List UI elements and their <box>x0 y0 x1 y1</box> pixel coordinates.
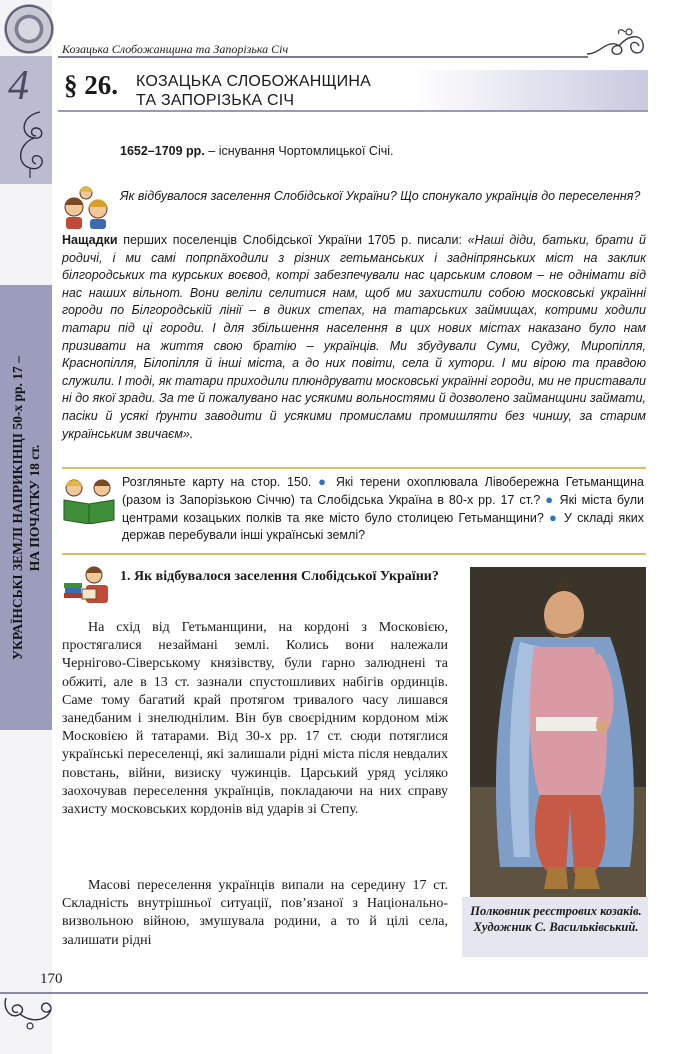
quote-paragraph <box>62 232 646 443</box>
side-ornament-icon <box>10 108 50 180</box>
portrait-image <box>470 567 646 897</box>
header-divider <box>58 56 588 58</box>
quote-text: «Наші діди, батьки, брати й родичі, і ми самі попрnäходили з різних гетьманських і задніпрянських міст на заклик білгородських та курських воєвод, котрі забезпечували нас царським словом – не однімати від нас наших вільнот. Вони веліли селитися нам, щоб ми захистили собою московські українні городи по Білгородській лінії – в диких степах, на татарських займищах, котрими ходили татари під ці городи. І для збільшення населення в цих нових містах наказано було нам призивати на життя свою братію – українців. Ми збудували Суми, Суджу, Миропілля, Краснопілля, Білопілля й інші міста, а до них повіти, села й хутори. І ми вірою та правдою служили. І тоді, як татари приходили плюндрувати московські українні городи, ми не приставали ні до якої зради. За те й пожалувано нас усякими вольностями й дозволено займанщини займати, пасіки й усякі ґрунти заводити й усякими промислами промишляти без чиншу, за старим українським звичаєм». <box>62 233 647 441</box>
quote-lead: Нащадки <box>62 233 118 247</box>
task-top-rule <box>62 467 646 469</box>
chapter-number: 4 <box>8 63 29 109</box>
vertical-title-line1: УКРАЇНСЬКІ ЗЕМЛІ НАПРИКІНЦІ 50-х рр. 17 – <box>10 355 25 660</box>
thinking-kids-icon <box>58 183 116 231</box>
vertical-title-line2: НА ПОЧАТКУ 18 ст. <box>27 444 42 571</box>
vertical-chapter-title <box>0 285 52 730</box>
section-dates <box>120 144 394 158</box>
subheading: 1. Як відбувалося заселення Слобідської України? <box>120 569 439 584</box>
reading-kids-icon <box>60 474 118 524</box>
task-question-2: Які міста були центрами козацьких полків та яке місто було столицею Гетьманщини? <box>122 493 644 525</box>
body-paragraph: На схід від Гетьманщини, на кордоні з Московією, простягалися незаймані землі. Колись вони належали Чернігово-Сіверському князівству, були гарно залюднені та обжиті, але в 13 ст. зазнали спустошливих набігів ординців. Саме тому багатий край протягом тривалого часу лишався занедбаним і знелюднілим. Він був своєрідним кордоном між Московією й татарами. Від 30-х рр. 17 ст. сюди потяглися українські переселенці, які залишали рідні міста після невдалих повстань, війни, визиску чужинців. Царський уряд усіляко заохочував переселення українців, покладаючи на них справу захисту московських кордонів від ударів зі Степу. <box>62 620 448 818</box>
bullet-icon: ● <box>549 510 559 525</box>
bullet-icon: ● <box>545 492 555 507</box>
dates-description: – існування Чортомлицької Січі. <box>204 144 394 158</box>
seal-logo-icon <box>4 4 54 54</box>
task-text <box>122 473 644 544</box>
section-number: § 26. <box>64 70 118 100</box>
bullet-icon: ● <box>318 474 330 489</box>
dates-range: 1652–1709 рр. <box>120 144 205 158</box>
task-question-1: Які терени охоплювала Лівобережна Гетьманщина (разом із Запорізькою Січчю) та Слобідська Україна в 80-х рр. 17 ст.? <box>122 475 644 507</box>
section-title-line1: КОЗАЦЬКА СЛОБОЖАНЩИНА <box>136 73 372 90</box>
page-number: 170 <box>40 971 63 987</box>
ornament-icon <box>585 24 647 60</box>
footer-divider <box>0 992 648 994</box>
portrait-caption: Полковник реєстрових козаків. Художник С. Васильківський. <box>470 904 642 934</box>
question-text: Як відбувалося заселення Слобідської України? Що спонукало українців до переселення? <box>120 189 641 203</box>
section-title-line2: ТА ЗАПОРІЗЬКА СІЧ <box>136 92 295 109</box>
running-head: Козацька Слобожанщина та Запорізька Січ <box>62 42 289 56</box>
quote-intro: перших поселенців Слобідської України 1705 р. писали: <box>117 233 468 247</box>
footer-ornament-icon <box>0 992 60 1032</box>
body-paragraph: Масові переселення українців випали на середину 17 ст. Складність внутрішньої ситуації, пов’язаної з Національно-визвольною війною, змушувала родини, а то й цілі села, залишати рідні <box>62 878 448 948</box>
task-map-ref: Розгляньте карту на стор. 150. <box>122 475 312 489</box>
task-question-3: У складі яких держав перебували інші українські землі? <box>122 511 644 542</box>
studying-kids-icon <box>62 563 114 607</box>
section-title <box>136 72 371 110</box>
task-bottom-rule <box>62 553 646 555</box>
